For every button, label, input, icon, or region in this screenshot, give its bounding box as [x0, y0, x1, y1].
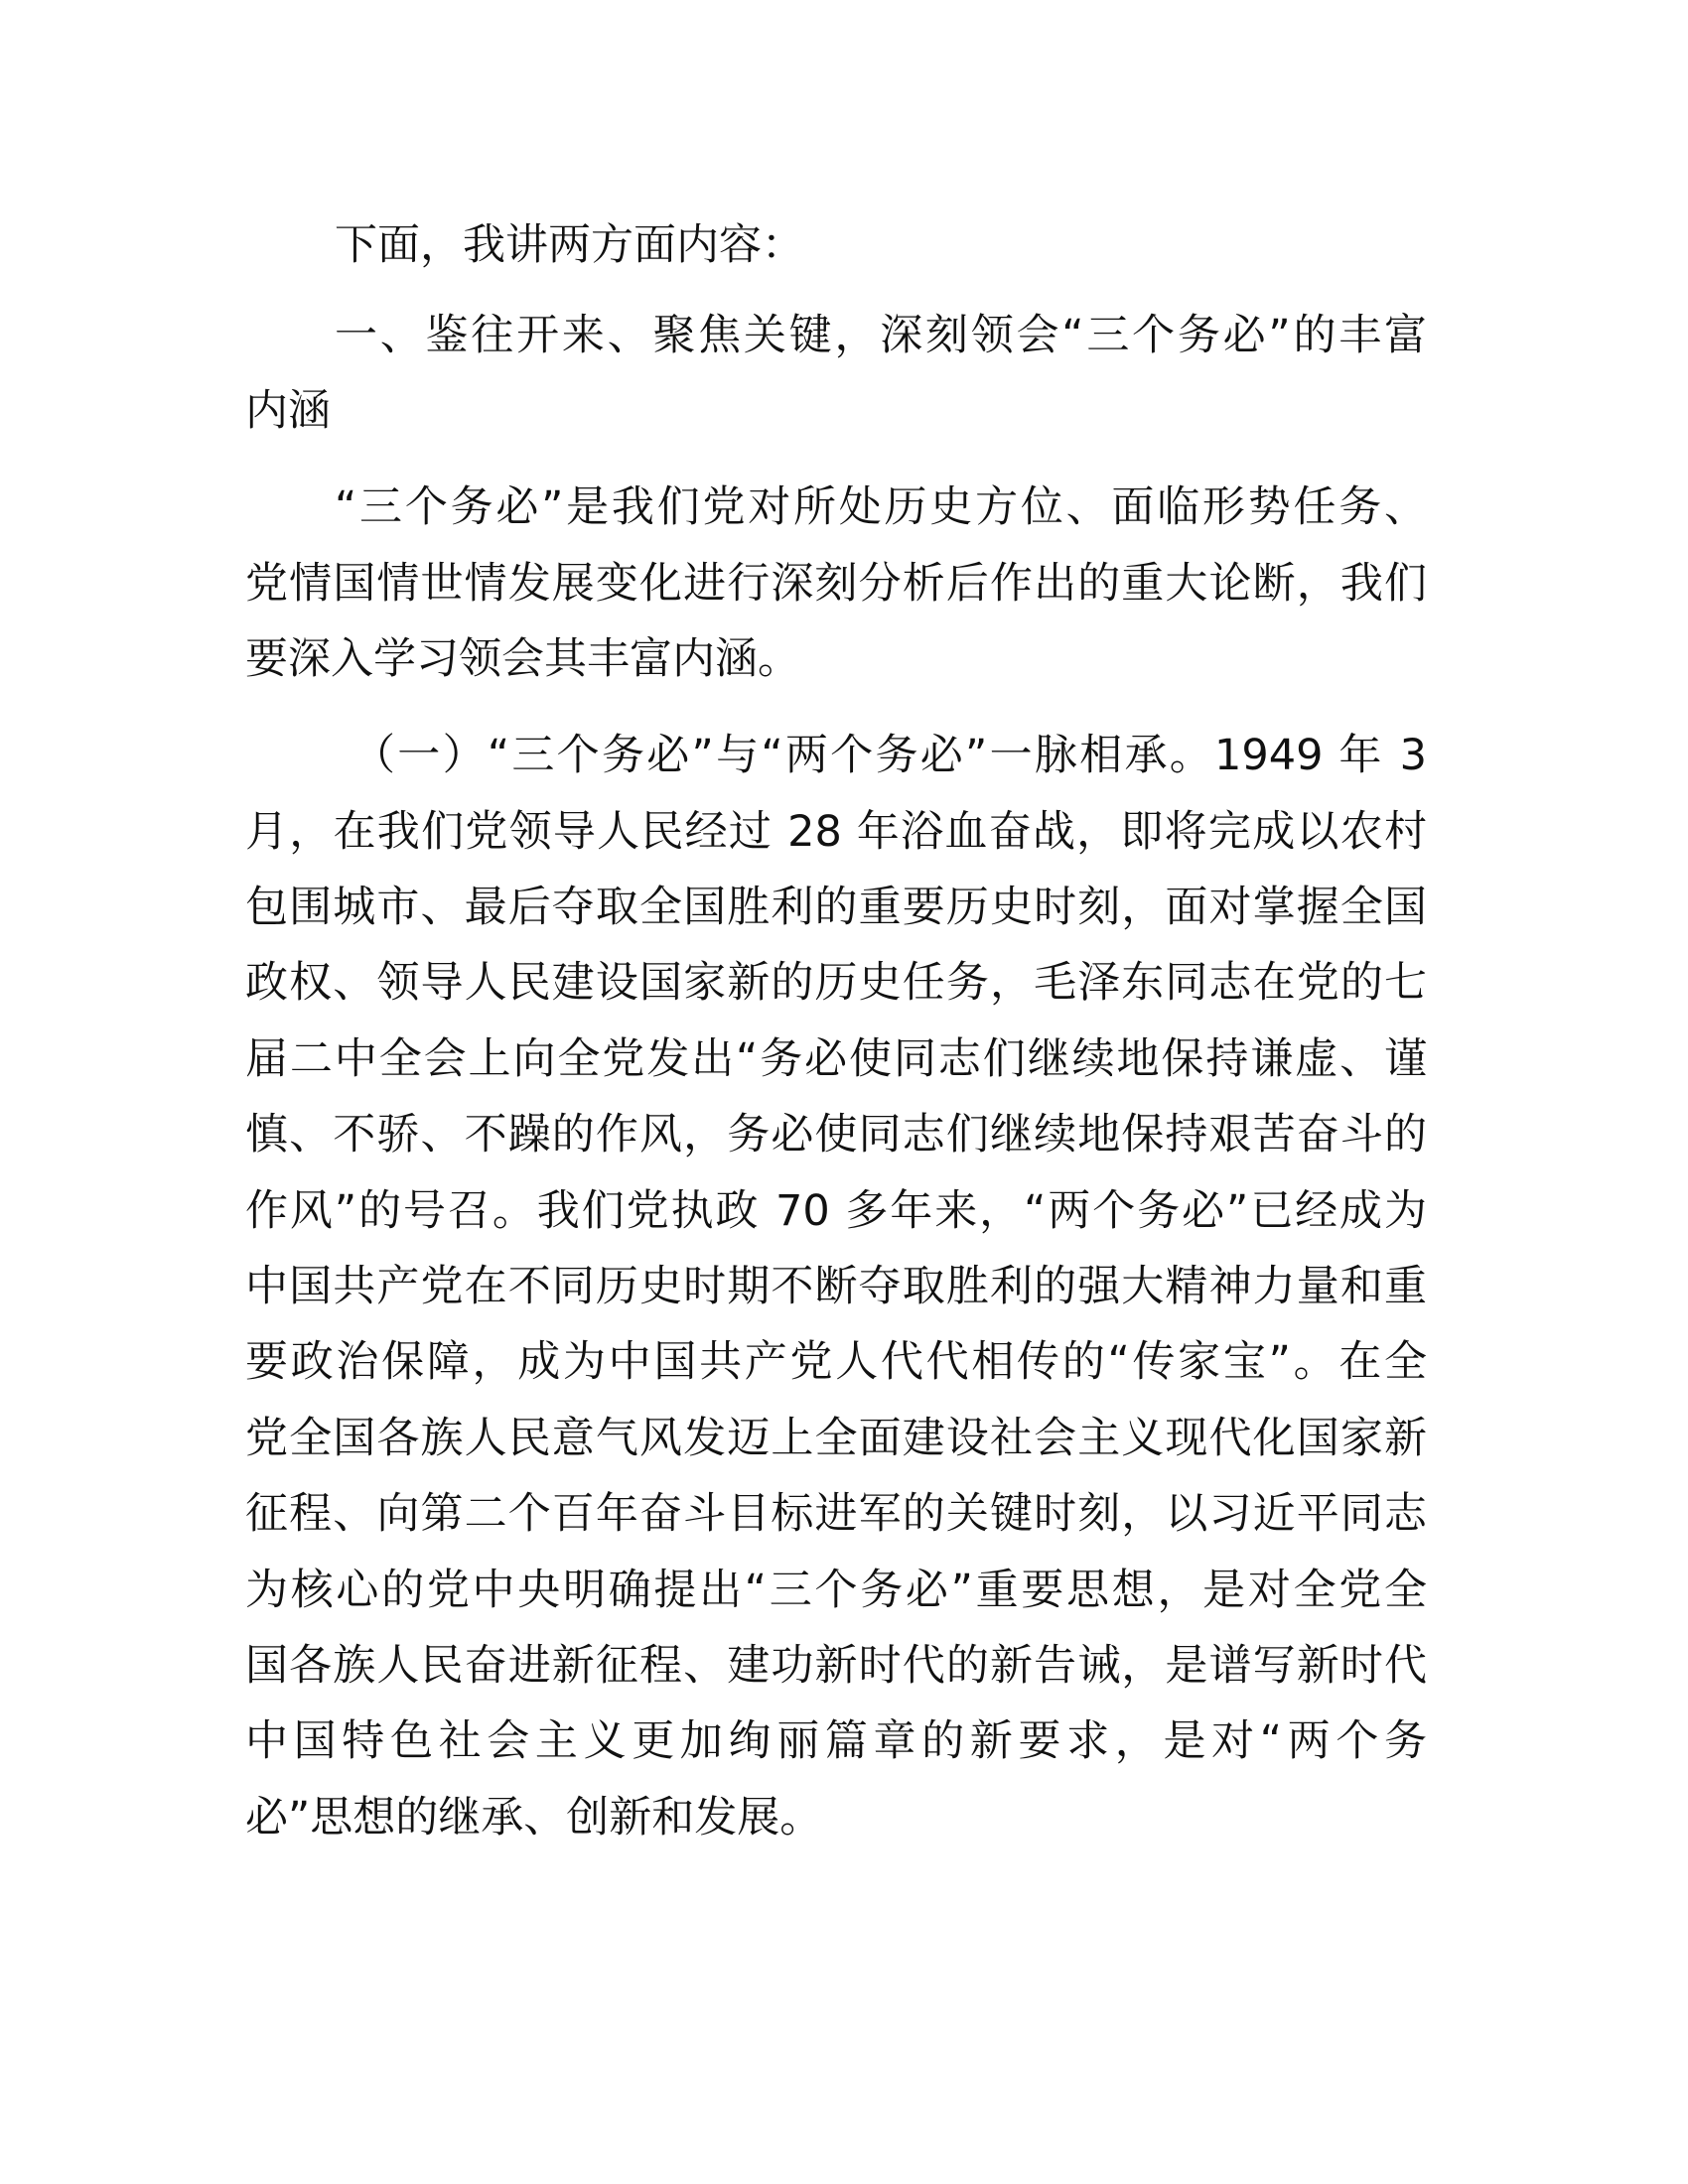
- text-line: 慎、不骄、不躁的作风，务必使同志们继续地保持艰苦奋斗的: [245, 1110, 1427, 1160]
- text-line: 国各族人民奋进新征程、建功新时代的新告诫，是谱写新时代: [245, 1641, 1427, 1691]
- text-line: 必”思想的继承、创新和发展。: [245, 1793, 823, 1843]
- text-line: 月，在我们党领导人民经过 28 年浴血奋战，即将完成以农村: [245, 807, 1427, 857]
- text-line: （一）“三个务必”与“两个务必”一脉相承。1949 年 3: [352, 731, 1427, 780]
- text-line: 党全国各族人民意气风发迈上全面建设社会主义现代化国家新: [245, 1414, 1427, 1463]
- text-line: 要政治保障，成为中国共产党人代代相传的“传家宝”。在全: [245, 1337, 1427, 1387]
- text-line: 党情国情世情发展变化进行深刻分析后作出的重大论断，我们: [245, 559, 1427, 609]
- text-line: 为核心的党中央明确提出“三个务必”重要思想，是对全党全: [245, 1566, 1427, 1615]
- text-line: 要深入学习领会其丰富内涵。: [245, 634, 800, 684]
- text-line: 一、鉴往开来、聚焦关键，深刻领会“三个务必”的丰富: [335, 311, 1427, 360]
- text-line: 中国共产党在不同历史时期不断夺取胜利的强大精神力量和重: [245, 1262, 1427, 1311]
- text-line: “三个务必”是我们党对所处历史方位、面临形势任务、: [335, 482, 1427, 532]
- text-line: 下面，我讲两方面内容：: [335, 220, 804, 270]
- text-line: 征程、向第二个百年奋斗目标进军的关键时刻，以习近平同志: [245, 1489, 1427, 1539]
- text-line: 内涵: [245, 386, 331, 436]
- text-line: 政权、领导人民建设国家新的历史任务，毛泽东同志在党的七: [245, 958, 1427, 1008]
- text-line: 作风”的号召。我们党执政 70 多年来，“两个务必”已经成为: [245, 1186, 1427, 1236]
- text-line: 中国特色社会主义更加绚丽篇章的新要求，是对“两个务: [245, 1716, 1427, 1766]
- text-line: 包围城市、最后夺取全国胜利的重要历史时刻，面对掌握全国: [245, 883, 1427, 932]
- text-line: 届二中全会上向全党发出“务必使同志们继续地保持谦虚、谨: [245, 1034, 1427, 1084]
